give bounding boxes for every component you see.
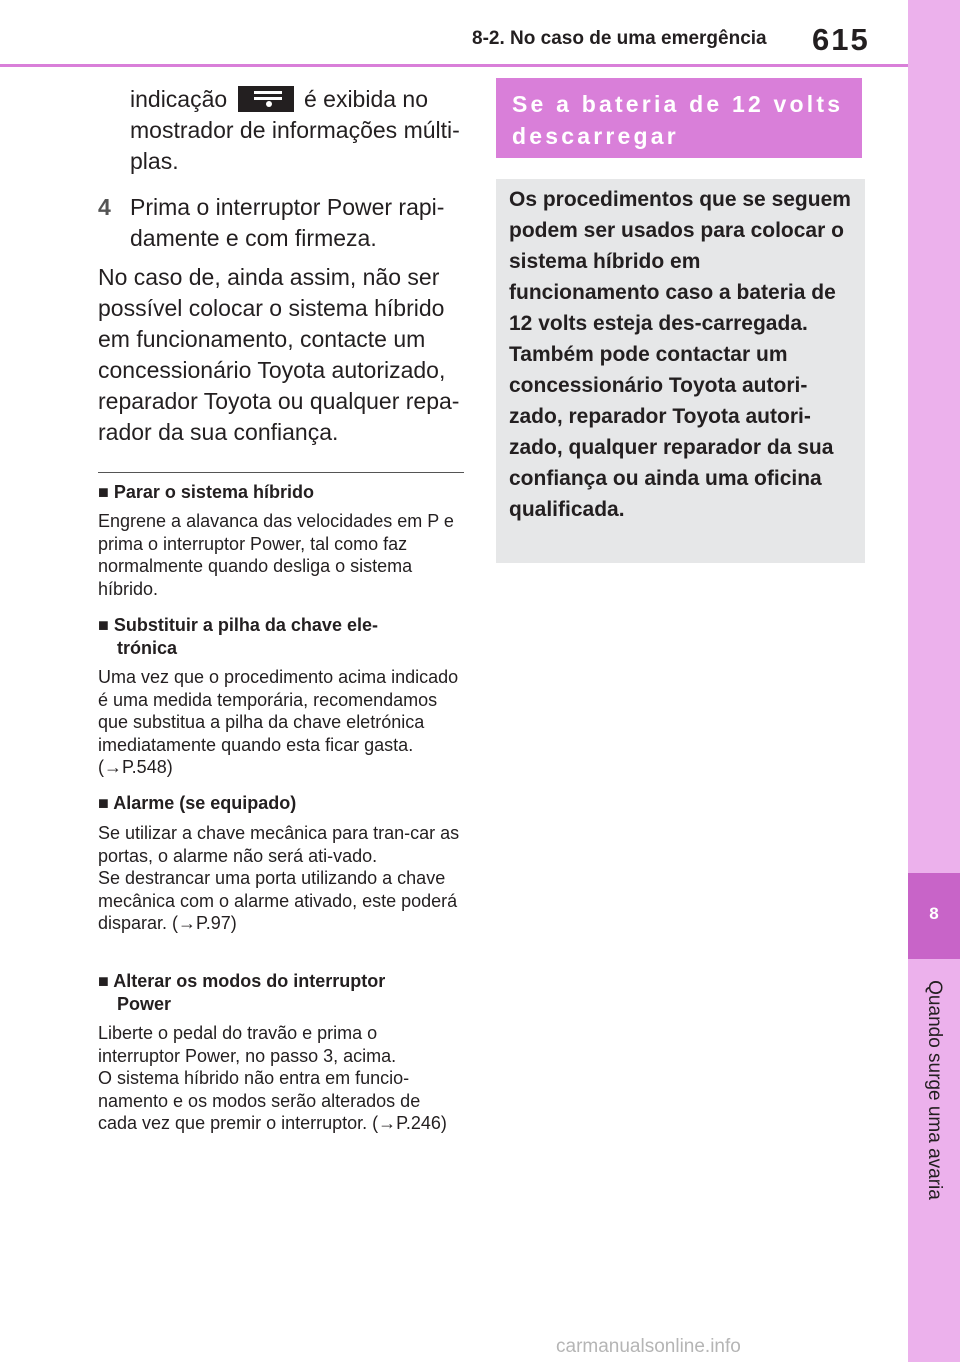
note-body [98, 822, 464, 935]
bullet-square-icon: ■ [98, 971, 109, 991]
note-body [98, 1022, 464, 1135]
note-heading [98, 970, 464, 992]
summary-paragraph: Os procedimentos que se seguem podem ser usados para colocar o sistema híbrido em funcionamento caso a bateria de 12 volts esteja des-carregada. [509, 188, 851, 335]
note-heading [98, 614, 464, 636]
note-heading [98, 481, 464, 503]
note-body-line: Liberte o pedal do travão e prima o interruptor Power, no passo 3, acima. [98, 1023, 397, 1066]
watermark: carmanualsonline.info [556, 1336, 741, 1357]
note-body-line: Se destrancar uma porta utilizando a chave mecânica com o alarme ativado, este poderá disparar. (→P.97) [98, 868, 458, 933]
note-heading [98, 792, 464, 814]
summary-box-text [509, 184, 855, 525]
main-paragraph: No caso de, ainda assim, não ser possível colocar o sistema híbrido em funcionamento, contacte um concessionário Toyota autorizado, reparador Toyota ou qualquer repa-rador da sua confiança. [98, 264, 460, 445]
note-heading-text: Substituir a pilha da chave ele- [113, 615, 378, 635]
note-body-line: O sistema híbrido não entra em funcio-namento e os modos serão alterados de cada vez que premir o interruptor. (→P.246) [98, 1068, 447, 1133]
section-divider [98, 472, 464, 473]
header-rule [0, 64, 908, 67]
note-heading-continuation: trónica [117, 638, 178, 658]
step-text: Prima o interruptor Power rapi-damente e com firmeza. [130, 194, 445, 251]
note-heading-continuation: Power [117, 994, 172, 1014]
chapter-number: 8 [929, 904, 939, 923]
note-heading-text: Alterar os modos do interruptor [113, 971, 386, 991]
summary-paragraph: Também pode contactar um concessionário Toyota autori-zado, reparador Toyota autori-zado, qualquer reparador da sua confiança ou ainda uma oficina qualificada. [509, 343, 834, 521]
hybrid-system-indicator-icon [238, 86, 294, 112]
paragraph-indicator-part2: é exibida no mostrador de informações múlti-plas. [130, 86, 460, 174]
note-body-line: Se utilizar a chave mecânica para tran-car as portas, o alarme não será ati-vado. [98, 823, 460, 866]
chapter-title: Quando surge uma avaria [924, 980, 945, 1200]
page-number: 615 [812, 22, 870, 57]
note-body: Engrene a alavanca das velocidades em P e prima o interruptor Power, tal como faz normalmente quando desliga o sistema híbrido. [98, 511, 454, 599]
paragraph-indicator-part1: indicação [130, 86, 228, 112]
bullet-square-icon: ■ [98, 793, 109, 813]
section-title: Se a bateria de 12 volts descarregar [512, 91, 844, 149]
note-heading-text: Parar o sistema híbrido [113, 482, 314, 502]
note-heading-text: Alarme (se equipado) [113, 793, 297, 813]
note-body: Uma vez que o procedimento acima indicado é uma medida temporária, recomendamos que substitua a pilha da chave eletrónica imediatamente quando esta ficar gasta. (→P.548) [98, 667, 459, 777]
section-header: 8-2. No caso de uma emergência [472, 28, 767, 49]
bullet-square-icon: ■ [98, 615, 109, 635]
paragraph-indicator [130, 84, 470, 177]
bullet-square-icon: ■ [98, 482, 109, 502]
step-number: 4 [98, 194, 111, 220]
